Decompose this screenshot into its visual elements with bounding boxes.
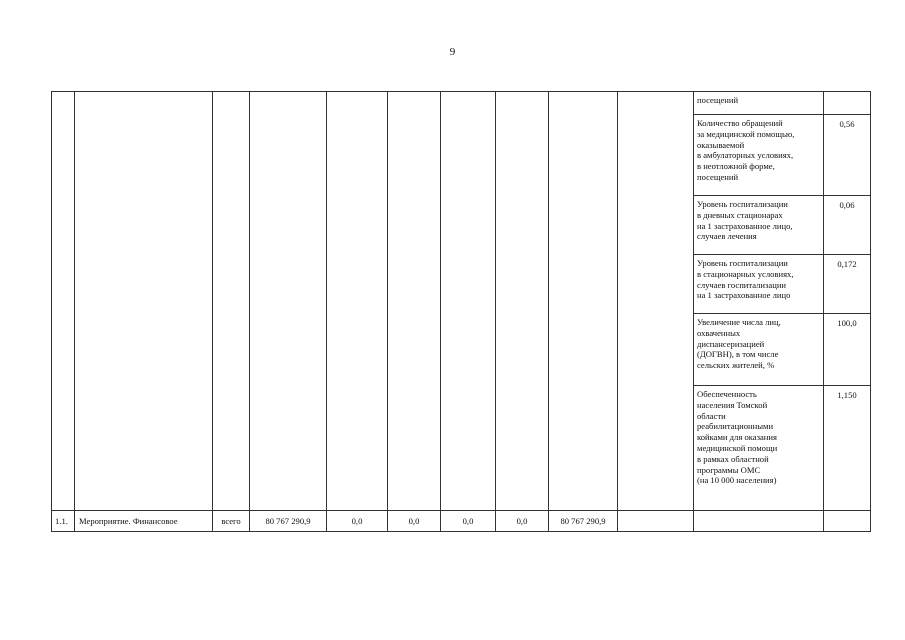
row-local: 0,0 — [441, 511, 496, 532]
table-row — [52, 92, 871, 115]
cell-fed — [327, 92, 388, 511]
cell-num — [52, 92, 75, 511]
row-source: всего — [213, 511, 250, 532]
cell-total — [250, 92, 327, 511]
cell-source — [213, 92, 250, 511]
program-table — [51, 91, 871, 532]
indicator-name: Обеспеченность населения Томской области реабилитационными койками для оказания медицинской помощи в рамках областной программы ОМС (на 10 000 населения) — [694, 386, 824, 511]
row-reg: 0,0 — [388, 511, 441, 532]
row-fund: 80 767 290,9 — [549, 511, 618, 532]
cell-fund — [549, 92, 618, 511]
indicator-value: 0,06 — [824, 196, 871, 255]
indicator-name: Уровень госпитализации в стационарных условиях, случаев госпитализации на 1 застрахованное лицо — [694, 255, 824, 314]
indicator-name: Увеличение числа лиц, охваченных диспансеризацией (ДОГВН), в том числе сельских жителей, % — [694, 314, 824, 386]
row-extra: 0,0 — [496, 511, 549, 532]
row-number: 1.1. — [52, 511, 75, 532]
row-name: Мероприятие. Финансовое — [75, 511, 213, 532]
cell-local — [441, 92, 496, 511]
cell-executor — [618, 92, 694, 511]
indicator-value: 100,0 — [824, 314, 871, 386]
row-total: 80 767 290,9 — [250, 511, 327, 532]
row-fed: 0,0 — [327, 511, 388, 532]
cell-extra — [496, 92, 549, 511]
indicator-name: посещений — [694, 92, 824, 115]
indicator-name: Уровень госпитализации в дневных стационарах на 1 застрахованное лицо, случаев лечения — [694, 196, 824, 255]
indicator-value — [824, 92, 871, 115]
indicator-value: 1,150 — [824, 386, 871, 511]
row-value — [824, 511, 871, 532]
row-indicator — [694, 511, 824, 532]
indicator-value: 0,56 — [824, 115, 871, 196]
indicator-value: 0,172 — [824, 255, 871, 314]
cell-name — [75, 92, 213, 511]
row-executor — [618, 511, 694, 532]
table-row — [52, 511, 871, 532]
cell-reg — [388, 92, 441, 511]
indicator-name: Количество обращений за медицинской помощью, оказываемой в амбулаторных условиях, в неотложной форме, посещений — [694, 115, 824, 196]
page-number: 9 — [449, 46, 456, 58]
